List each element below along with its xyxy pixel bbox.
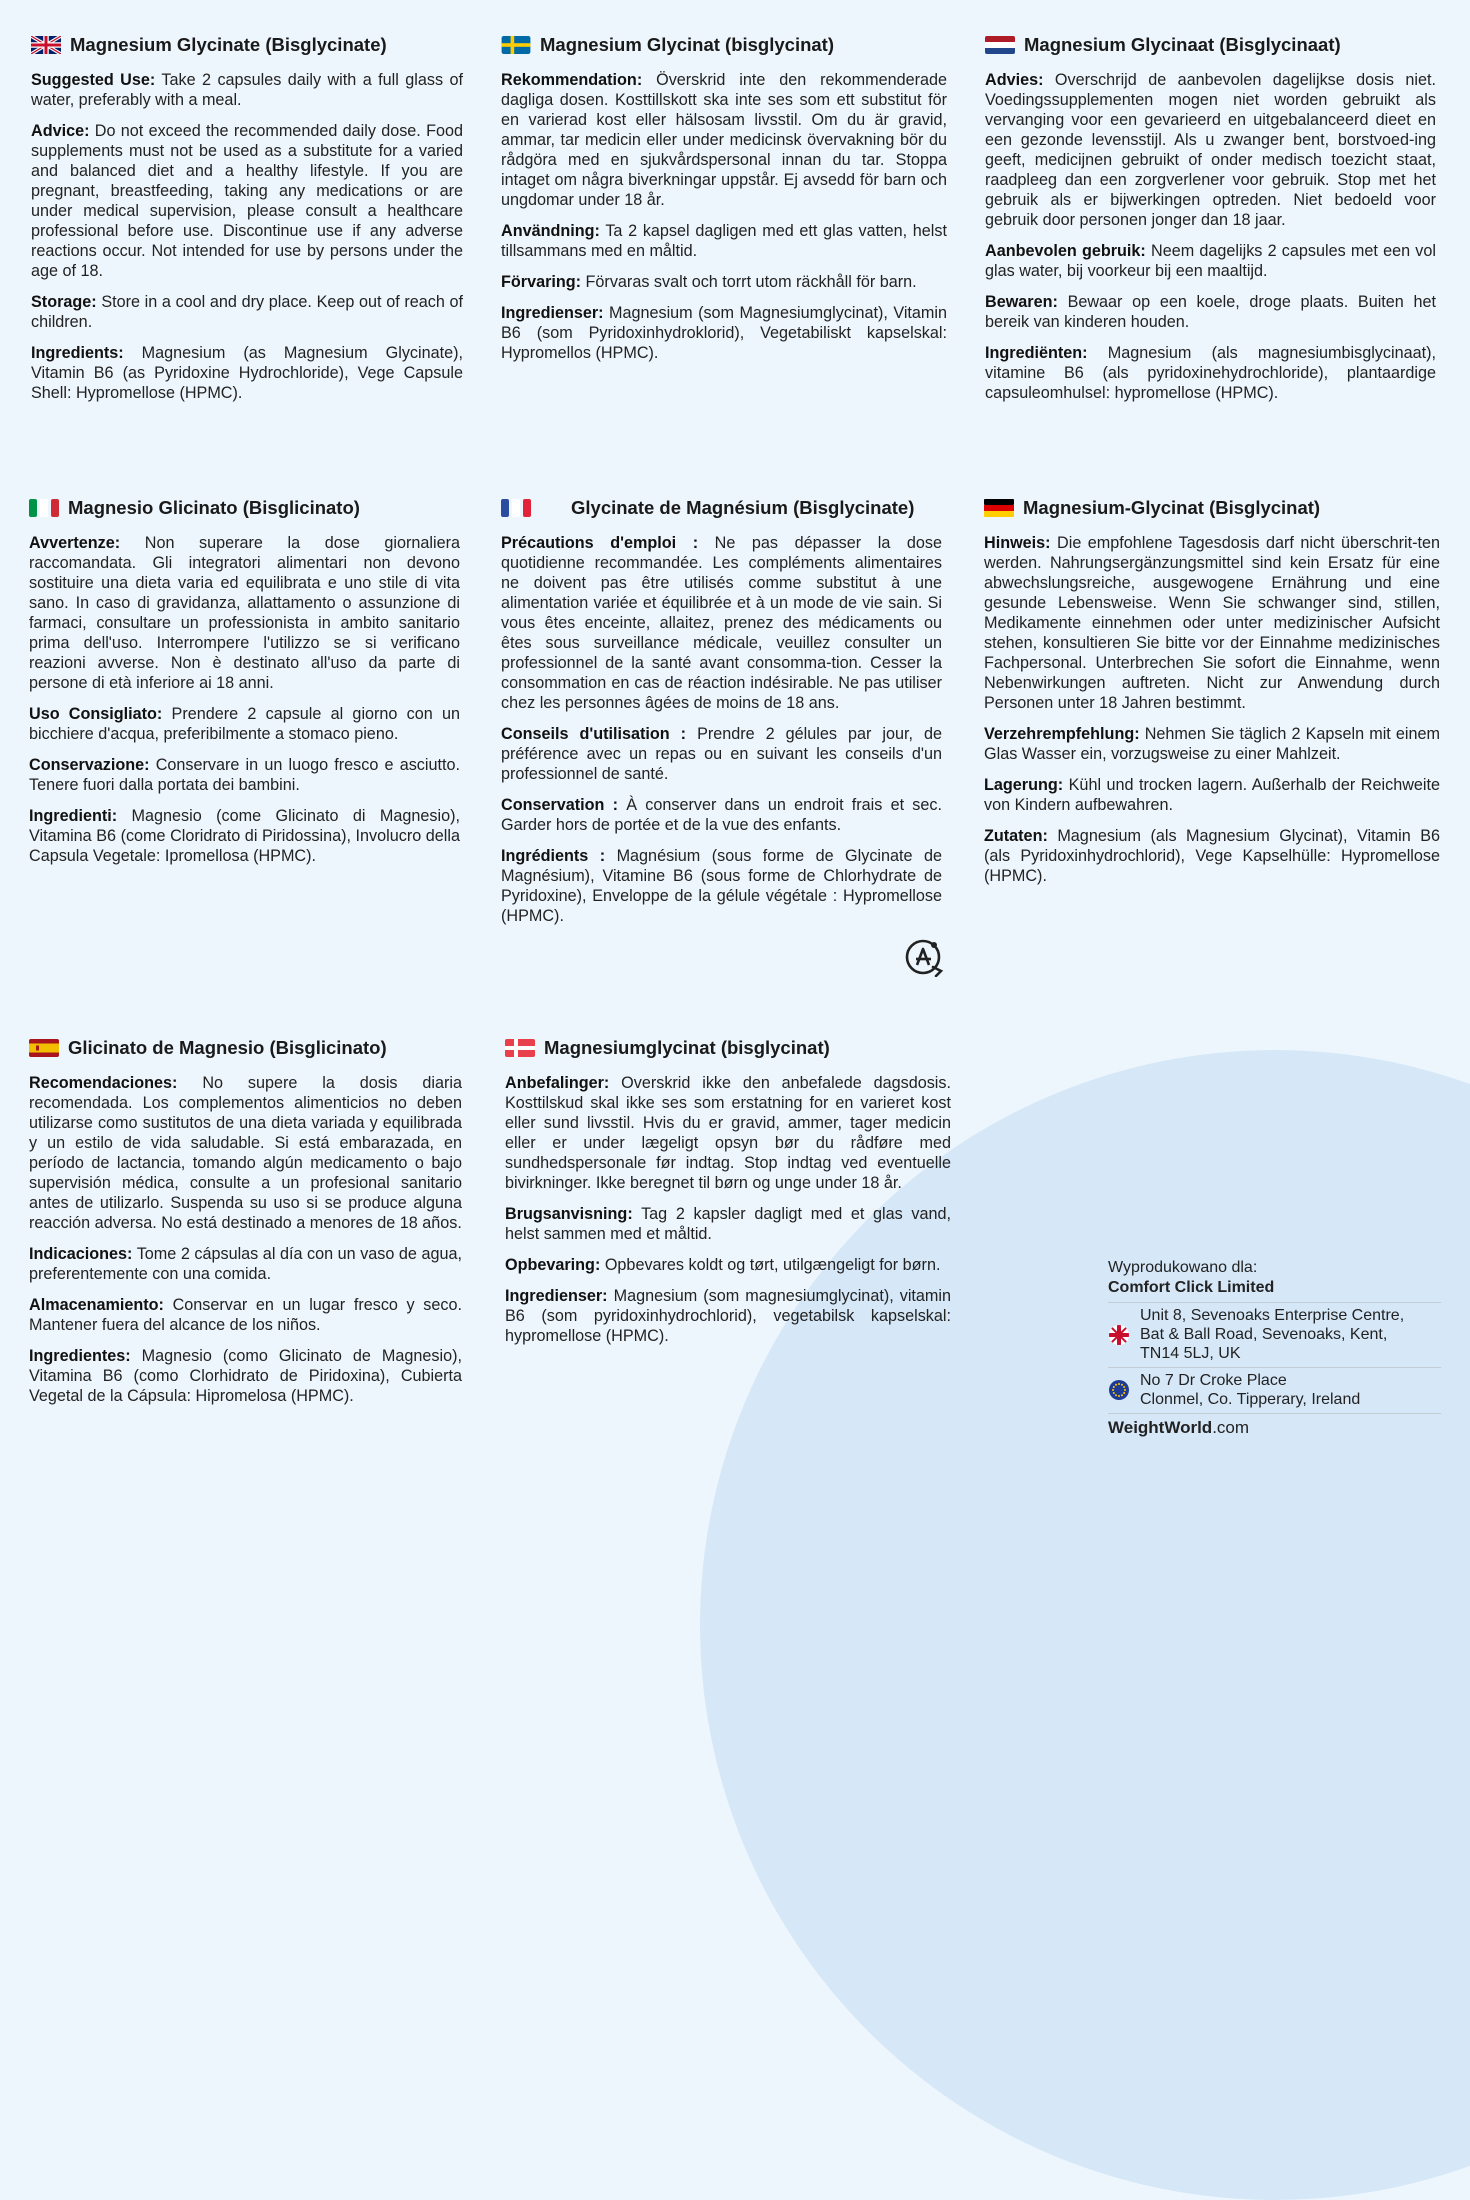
section-swedish [501, 34, 947, 374]
usage-paragraph: Brugsanvisning: Tag 2 kapsler dagligt med et glas vand, helst sammen med et måltid. [505, 1205, 951, 1243]
section-italian [29, 497, 460, 877]
section-heading [505, 1037, 951, 1059]
sweden-flag-icon [501, 36, 531, 54]
storage-paragraph: Lagerung: Kühl und trocken lagern. Außerhalb der Reichweite von Kindern aufbewahren. [984, 776, 1440, 814]
spain-flag-icon [29, 1039, 59, 1057]
section-title: Magnesium Glycinate (Bisglycinate) [70, 34, 387, 55]
storage-paragraph: Bewaren: Bewaar op een koele, droge plaats. Buiten het bereik van kinderen houden. [985, 293, 1436, 331]
ingredients-paragraph: Ingredients: Magnesium (as Magnesium Glycinate), Vitamin B6 (as Pyridoxine Hydrochloride), Vege Capsule Shell: Hypromellose (HPMC). [31, 344, 463, 402]
germany-flag-icon [984, 499, 1014, 517]
section-title: Magnesio Glicinato (Bisglicinato) [68, 497, 360, 518]
uk-flag-icon [31, 36, 61, 54]
ingredients-paragraph: Ingredienti: Magnesio (come Glicinato di Magnesio), Vitamina B6 (come Cloridrato di Piridossina), Involucro della Capsula Vegetale: Ipromellosa (HPMC). [29, 807, 460, 865]
advice-paragraph: Advice: Do not exceed the recommended daily dose. Food supplements must not be used as a substitute for a varied and balanced diet and a healthy lifestyle. If you are pregnant, breastfeeding, taking any medications or are under medical supervision, please consult a healthcare professional before use. Discontinue use if any adverse reactions occur. Not intended for use by persons under the age of 18. [31, 122, 463, 280]
section-heading [31, 34, 463, 56]
section-spanish [29, 1037, 462, 1417]
ingredients-paragraph: Zutaten: Magnesium (als Magnesium Glycinat), Vitamin B6 (als Pyridoxinhydrochlorid), Vege Kapselhülle: Hypromellose (HPMC). [984, 827, 1440, 885]
ingredients-paragraph: Ingrediënten: Magnesium (als magnesiumbisglycinaat), vitamine B6 (als pyridoxinehydrochloride), plantaardige capsuleomhulsel: hypromellose (HPMC). [985, 344, 1436, 402]
uk-address-line: TN14 5LJ, UK [1140, 1345, 1241, 1362]
section-title: Magnesium Glycinaat (Bisglycinaat) [1024, 34, 1341, 55]
uk-flag-icon [1108, 1324, 1130, 1346]
produced-for-label: Wyprodukowano dla: [1108, 1259, 1258, 1276]
section-french [501, 497, 942, 937]
netherlands-flag-icon [985, 36, 1015, 54]
recommendations-paragraph: Recomendaciones: No supere la dosis diaria recomendada. Los complementos alimenticios no deben utilizarse como sustitutos de una dieta variada y equilibrada y un estilo de vida saludable. Si está embarazada, en período de lactancia, tomando algún medicamento o bajo supervisión médica, consulte a un profesional sanitario antes de utilizarlo. Suspenda su uso si se produce alguna reacción adversa. No está destinado a menores de 18 años. [29, 1074, 462, 1232]
usage-paragraph: Användning: Ta 2 kapsel dagligen med ett glas vatten, helst tillsammans med en måltid. [501, 222, 947, 260]
ingredients-paragraph: Ingredienser: Magnesium (som magnesiumglycinat), vitamin B6 (som pyridoxinhydrochlorid), vegetabilsk kapselskal: hypromellose (HPMC). [505, 1287, 951, 1345]
eu-address [1108, 1368, 1441, 1414]
usage-paragraph: Aanbevolen gebruik: Neem dagelijks 2 capsules met een vol glas water, bij voorkeur bij een maaltijd. [985, 242, 1436, 280]
section-english [31, 34, 463, 414]
section-title: Magnesium Glycinat (bisglycinat) [540, 34, 835, 55]
section-heading [29, 1037, 462, 1059]
storage-paragraph: Förvaring: Förvaras svalt och torrt utom räckhåll för barn. [501, 273, 917, 291]
recommendation-paragraph: Rekommendation: Överskrid inte den rekommenderade dagliga dosen. Kosttillskott ska inte ses som ett substitut för en varierad kost eller hälsosam livsstil. Om du är gravid, ammar, tar medicin eller under medicinsk övervakning bör du rådgöra med en sjukvårdspersonal innan du tar. Stoppa intaget om några biverkningar uppstår. Ej avsedd för barn och ungdomar under 18 år. [501, 71, 947, 209]
manufacturer-block [1108, 1258, 1441, 1438]
storage-paragraph: Almacenamiento: Conservar en un lugar fresco y seco. Mantener fuera del alcance de los niños. [29, 1296, 462, 1334]
section-heading [984, 497, 1440, 519]
denmark-flag-icon [505, 1039, 535, 1057]
section-heading [985, 34, 1436, 56]
ingredients-paragraph: Ingredienser: Magnesium (som Magnesiumglycinat), Vitamin B6 (som Pyridoxinhydroklorid), Vegetabiliskt kapselskal: Hypromellos (HPMC). [501, 304, 947, 362]
eu-address-line: No 7 Dr Croke Place [1140, 1372, 1287, 1389]
section-title: Glycinate de Magnésium (Bisglycinate) [571, 497, 915, 518]
storage-paragraph: Conservation : À conserver dans un endroit frais et sec. Garder hors de portée et de la vue des enfants. [501, 796, 942, 834]
precautions-paragraph: Précautions d'emploi : Ne pas dépasser la dose quotidienne recommandée. Les compléments alimentaires ne doivent pas être utilisés comme substitut à une alimentation variée et équilibrée et à un mode de vie sain. Si vous êtes enceinte, allaitez, prenez des médicaments ou êtes sous surveillance médicale, veuillez consulter un professionnel de la santé avant consomma-tion. Cesser la consommation en cas de réaction indésirable. Ne pas utiliser chez les personnes âgées de moins de 18 ans. [501, 534, 943, 712]
uk-address [1108, 1303, 1441, 1368]
warnings-paragraph: Avvertenze: Non superare la dose giornaliera raccomandata. Gli integratori alimentari non devono sostituire una dieta varia ed equilibrata e uno stile di vita sano. In caso di gravidanza, allattamento o assunzione di farmaci, consultare un professionista in ambito sanitario prima dell'uso. Interrompere l'utilizzo se si verificano reazioni avverse. Non è destinato all'uso da parte di persone di età inferiore ai 18 anni. [29, 534, 460, 692]
section-heading [501, 34, 947, 56]
section-heading [501, 497, 942, 519]
storage-paragraph: Storage: Store in a cool and dry place. Keep out of reach of children. [31, 293, 463, 331]
website: WeightWorld.com [1108, 1418, 1250, 1437]
usage-paragraph: Uso Consigliato: Prendere 2 capsule al giorno con un bicchiere d'acqua, preferibilmente a stomaco pieno. [29, 705, 460, 743]
recommendations-paragraph: Anbefalinger: Overskrid ikke den anbefalede dagsdosis. Kosttilskud skal ikke ses som erstatning for en varieret kost eller sund livsstil. Hvis du er gravid, ammer, tager medicin eller er under lægeligt opsyn bør du rådføre med sundhedspersonale før indtag. Stop indtag ved eventuelle bivirkninger. Ikke beregnet til børn og unge under 18 år. [505, 1074, 951, 1192]
section-title: Magnesiumglycinat (bisglycinat) [544, 1037, 830, 1058]
section-title: Magnesium-Glycinat (Bisglycinat) [1023, 497, 1321, 518]
usage-paragraph: Conseils d'utilisation : Prendre 2 gélules par jour, de préférence avec un repas ou en suivant les conseils d'un professionnel de santé. [501, 725, 942, 783]
section-dutch [985, 34, 1436, 414]
eu-flag-icon [1108, 1379, 1130, 1401]
section-heading [29, 497, 460, 519]
usage-paragraph: Indicaciones: Tome 2 cápsulas al día con un vaso de agua, preferentemente con una comida. [29, 1245, 462, 1283]
storage-paragraph: Opbevaring: Opbevares koldt og tørt, utilgængeligt for børn. [505, 1256, 941, 1274]
ingredients-paragraph: Ingredientes: Magnesio (como Glicinato de Magnesio), Vitamina B6 (como Clorhidrato de Piridoxina), Cubierta Vegetal de la Cápsula: Hipromelosa (HPMC). [29, 1347, 462, 1405]
advice-paragraph: Advies: Overschrijd de aanbevolen dagelijkse dosis niet. Voedingssupplementen mogen niet worden gebruikt als vervanging voor een gevarieerd en uitgebalanceerd dieet en een gezonde levensstijl. Als u zwanger bent, borstvoed-ing geeft, medicijnen gebruikt of onder medisch toezicht staat, raadpleeg dan een zorgverlener voor gebruik. Stop met het gebruik als er bijwerkingen optreden. Niet bedoeld voor gebruik door personen jonger dan 18 jaar. [985, 71, 1436, 229]
section-danish [505, 1037, 951, 1357]
italy-flag-icon [29, 499, 59, 517]
company-name: Comfort Click Limited [1108, 1278, 1441, 1303]
ingredients-paragraph: Ingrédients : Magnésium (sous forme de Glycinate de Magnésium), Vitamine B6 (sous forme de Chlorhydrate de Pyridoxine), Enveloppe de la gélule végétale : Hypromellose (HPMC). [501, 847, 943, 925]
section-title: Glicinato de Magnesio (Bisglicinato) [68, 1037, 387, 1058]
uk-address-line: Unit 8, Sevenoaks Enterprise Centre, [1140, 1307, 1405, 1324]
recycle-icon [903, 937, 945, 977]
section-german [984, 497, 1440, 897]
notice-paragraph: Hinweis: Die empfohlene Tagesdosis darf nicht überschrit-ten werden. Nahrungsergänzungsmittel sind kein Ersatz für eine abwechslungsreiche, ausgewogene Ernährung und eine gesunde Lebensweise. Wenn Sie schwanger sind, stillen, Medikamente einnehmen oder unter medizinischer Aufsicht stehen, konsultieren Sie bitte vor der Einnahme medizinisches Fachpersonal. Unterbrechen Sie sofort die Einnahme, wenn Nebenwirkungen auftreten. Nicht zur Anwendung durch Personen unter 18 Jahren bestimmt. [984, 534, 1440, 712]
usage-paragraph: Verzehrempfehlung: Nehmen Sie täglich 2 Kapseln mit einem Glas Wasser ein, vorzugsweise zu einer Mahlzeit. [984, 725, 1440, 763]
suggested-use-paragraph: Suggested Use: Take 2 capsules daily with a full glass of water, preferably with a meal. [31, 71, 463, 109]
eu-address-line: Clonmel, Co. Tipperary, Ireland [1140, 1391, 1361, 1408]
storage-paragraph: Conservazione: Conservare in un luogo fresco e asciutto. Tenere fuori dalla portata dei bambini. [29, 756, 460, 794]
france-flag-icon [501, 499, 531, 517]
uk-address-line: Bat & Ball Road, Sevenoaks, Kent, [1140, 1326, 1388, 1343]
